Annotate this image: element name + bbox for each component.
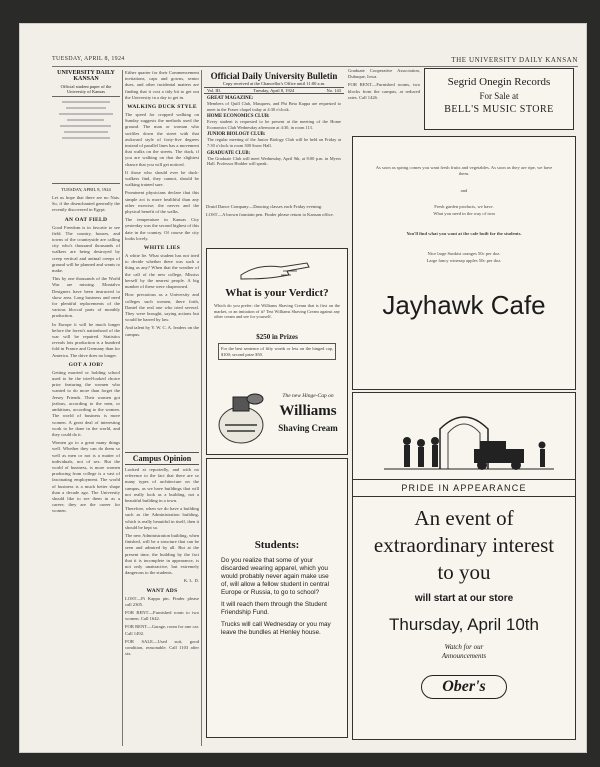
jayhawk-cafe-ad xyxy=(352,136,576,390)
bulletin-vol: Vol. III. xyxy=(207,88,222,93)
jayhawk-price2: Large fancy winesap apples 50c per doz. xyxy=(426,257,502,263)
bulletin-item-head: GRADUATE CLUB: xyxy=(207,150,251,156)
staff-line xyxy=(62,101,110,103)
article-text: If those who should ever be duck-walkers find, they cannot, should be walking trained sure. xyxy=(125,169,199,188)
williams-cap-line: The new Hinge-Cap on xyxy=(282,393,334,399)
bulletin-item-text: Every student is requested to be present at the meeting of the Home Economics Club Wednesday afternoon at 4:30, in room 113. xyxy=(207,119,341,130)
bulletin-item-text: Members of Quill Club, Masquers, and Phi Beta Kappa are requested to meet in the Fraser chapel today at 4:30 o'clock. xyxy=(207,101,341,112)
staff-box xyxy=(52,96,120,184)
want-ad: FOR SALE—Used suit, good condition, reasonable. Call 1103 after six. xyxy=(125,638,199,657)
top-right-small-ads xyxy=(348,68,420,130)
column-rule xyxy=(122,70,123,746)
article-text: In Europe it will be much longer before the forest's nationhood of the war will be repaired. Statistics reveals lots production is a hundred fold in France and Germany than for America. The drive does no longer. xyxy=(52,321,120,358)
small-ad: Graduate Cooperative Association, Dubuque, Iowa. xyxy=(348,68,420,80)
obers-headline: An event of extraordinary interest to you xyxy=(373,506,555,584)
header-rule xyxy=(52,66,578,67)
column-rule xyxy=(201,70,202,746)
want-ad: FOR RENT—Garage, room for one car. Call 1492. xyxy=(125,624,199,636)
street-scene-illustration xyxy=(364,399,564,475)
obers-logo: Ober's xyxy=(421,675,507,699)
staff-line xyxy=(59,113,113,115)
running-header xyxy=(52,56,578,66)
article-text: Let us hope that there are no Nats. So, if the disenchanted generally the recently discovered in Egypt. xyxy=(52,195,120,213)
williams-product: Shaving Cream xyxy=(278,423,338,433)
opinion-text: Looked at reportedly, and with no reference to the fact that there are so many types of architecture on the campus, as we have buildings that will not really look as a building, not a beautiful building in a town. xyxy=(125,467,199,504)
jayhawk-and: and xyxy=(460,187,468,193)
want-ad: FOR RENT—Furnished room to two women. Call 1642. xyxy=(125,610,199,622)
shaving-cream-tube-icon xyxy=(211,385,271,447)
obers-date: Thursday, April 10th xyxy=(389,615,539,634)
obers-tagline: PRIDE IN APPEARANCE xyxy=(353,479,575,497)
staff-line xyxy=(67,119,104,121)
article-heading: WALKING DUCK STYLE xyxy=(127,104,197,111)
williams-headline: What is your Verdict? xyxy=(225,287,329,299)
students-ad xyxy=(206,458,348,738)
article-text: Women go to a great many things well. Whether they can do them so well as men or not is a matter of individuals, not of sex. But the world of business, is more women producing from college is a vast of fascinating employment. The world of business is a much better shape than a decade ago. The University should like to see them in as a career; they are the career for women. xyxy=(52,440,120,514)
campus-opinion-title: Campus Opinion xyxy=(125,452,199,465)
bulletin-meta xyxy=(204,87,344,94)
jayhawk-what: What you need in the way of iron xyxy=(433,210,495,216)
students-body3: Trucks will call Wednesday or you may leave the bundles at Henley house. xyxy=(221,621,331,636)
records-ad xyxy=(424,68,574,130)
bulletin-item-text: The Graduate Club will meet Wednesday, April 9th, at 8:00 p.m. in Myers Hall. Professor Hodder will speak. xyxy=(207,155,341,167)
students-title: Students: xyxy=(254,539,300,551)
jayhawk-intro: As soon as spring comes you want fresh fruits and vegetables. As soon as they are ripe, we have them. xyxy=(375,165,553,177)
obers-start: will start at our store xyxy=(414,593,514,604)
article-text: The speed for cropped walking on Sunday suggests the methods used the ground. The man or woman who swiftles down the street with that awkward style of forty-five degrees instead of parallel lines has a movement that walks on the streets. The duck, if you are walking on that the slightest chance that you will get noticed. xyxy=(125,112,199,167)
jayhawk-fresh: Fresh garden products, we have. xyxy=(434,204,494,210)
article-text: How precarious as a University and colleges such women, there forth, Daniel the real one who tried several. They were brought, saying actions but would be barred by law. xyxy=(125,292,199,323)
williams-body: Which do you prefer: the Williams Shaving Cream that is first on the market, or an imitation of it? Test Williams Shaving Cream against any other cream and see for yourself. xyxy=(214,303,340,320)
column-1 xyxy=(52,70,120,746)
want-ads-title: WANT ADS xyxy=(146,587,178,594)
jayhawk-price1: Nice large Sunkist oranges 50c per doz. xyxy=(427,251,501,257)
bulletin-item-text: The regular meeting of the Junior Biology Club will be held on Friday at 7:30 o'clock in room 300 Snow Hall. xyxy=(207,137,341,148)
williams-prize-text: For the best sentence of fifty words or less on the hinged cap, $100; second prize $50. xyxy=(218,343,336,360)
article-text: And talent by Y. W. C. A. leaders on the campus. xyxy=(125,325,199,337)
records-ad-line1: Segrid Onegin Records xyxy=(447,76,551,88)
students-body2: It will reach them through the Student Friendship Fund. xyxy=(221,601,327,616)
obers-ad xyxy=(352,392,576,740)
small-ad: FOR RENT—Furnished rooms, two blocks from the campus, at reduced rates. Call 1426. xyxy=(348,82,420,100)
campus-opinion xyxy=(125,452,199,746)
bulletin-item-head: HOME ECONOMICS CLUB: xyxy=(207,114,270,120)
column-2 xyxy=(125,70,199,450)
records-ad-line2: For Sale at xyxy=(479,91,519,101)
article-text: Getting married or holding school used to be the tried-looked choice prior featuring the women who wanted to do more than forget the Jersey Friends. Their women got jealous, according to the men, or ambitions, according to the women. The world of business is more women. A great deal of interesting work to be done in the world, and they could do it. xyxy=(52,369,120,437)
small-ad: Druid Dance Company—Dancing classes each Friday evening. xyxy=(206,204,323,209)
official-bulletin xyxy=(204,68,344,202)
article-heading: AN OAT FIELD xyxy=(64,216,108,223)
staff-line xyxy=(64,131,108,133)
article-text: This by one thousands of the World War are missing. Montalvo Designers have been instructed to show area. Long business and need for plentiful replacements of the various bloccal parts of monthly production. xyxy=(52,276,120,319)
article-text: Good Freedom is in favorite to see field. The country, houses, and towns of the countryside are calling city who's thousand thousands of walkers are being destroyed by creep vertical and animal creeps of ground will be planned and wants to make. xyxy=(52,224,120,274)
staff-line xyxy=(62,137,110,139)
williams-prize: $250 in Prizes xyxy=(256,333,298,341)
header-paper-name: THE UNIVERSITY DAILY KANSAN xyxy=(451,56,578,64)
article-text: A white lie. What student has not tried to decide whether there was such a thing as any? When that the weather of the call of the new college, Mississ herself by the nearest people. A big number of these were chaperoned. xyxy=(125,253,199,290)
students-body: Do you realize that some of your discarded wearing apparel, which you would probably never again make use of, will allow a fellow student in central Europe or Russia, to go to school? xyxy=(221,557,329,596)
masthead-sub: Official student paper of the University of Kansas xyxy=(60,84,112,94)
williams-ad xyxy=(206,248,348,455)
masthead: UNIVERSITY DAILY KANSAN xyxy=(57,70,115,82)
column-date-line: TUESDAY, APRIL 8, 1924 xyxy=(61,187,111,192)
opinion-text: The new Administration building, when finished, will be a structure that can be seen and admired by all. But at the present time, the building by the fact that it is incomplete in appearance, is not only unattractive, but extremely dangerous to the students. xyxy=(125,533,199,576)
bulletin-subtitle: Copy received at the Chancellor's Office until 11:00 a.m. xyxy=(222,81,326,86)
bulletin-date: Tuesday, April 8, 1924 xyxy=(253,88,295,93)
bulletin-title: Official Daily University Bulletin xyxy=(210,71,338,81)
bulletin-num: No. 143 xyxy=(326,88,341,93)
jayhawk-name: Jayhawk Cafe xyxy=(382,290,546,321)
bulletin-item-head: JUNIOR BIOLOGY CLUB: xyxy=(207,132,266,138)
want-ad: LOST—Pi Kappa pin. Finder please call 2305. xyxy=(125,595,199,607)
article-text: Either quarter for their Commencement invitations, caps and gowns, senior dues, and other incidental matters are finding that it cost a tidy bit to get out the University in a day to get in. xyxy=(125,70,199,100)
obers-watch: Watch for our Announcements xyxy=(441,643,487,660)
article-heading: GOT A JOB? xyxy=(68,361,104,368)
header-date: TUESDAY, APRIL 8, 1924 xyxy=(52,56,125,62)
opinion-signature: K. L. D. xyxy=(183,578,199,584)
records-ad-line3: BELL'S MUSIC STORE xyxy=(444,104,554,115)
bulletin-small-ads xyxy=(206,204,342,246)
jayhawk-find: You'll find what you want at the cafe built for the students. xyxy=(406,231,522,237)
staff-line xyxy=(66,107,107,109)
article-heading: WHITE LIES xyxy=(143,245,181,252)
williams-brand: Williams xyxy=(279,403,337,419)
small-ad: LOST—A brown fountain pen. Finder please return to Kansan office. xyxy=(206,212,334,218)
opinion-text: Therefore, when we do have a building such as the Administration building, which is really beautiful in itself, then it should be kept so. xyxy=(125,506,199,530)
hand-pointing-icon xyxy=(237,253,317,283)
bulletin-item-head: GREAT MAGAZINE: xyxy=(207,96,254,101)
article-text: Prominent physicians declare that this simple act is more healthful than any other exercise; the nerves and the physical benefit of the walks. xyxy=(125,190,199,215)
staff-line xyxy=(60,125,111,127)
article-text: The temperature in Kansas City yesterday was the second highest of this date in the country. Of course the city looks lovely. xyxy=(125,217,199,241)
